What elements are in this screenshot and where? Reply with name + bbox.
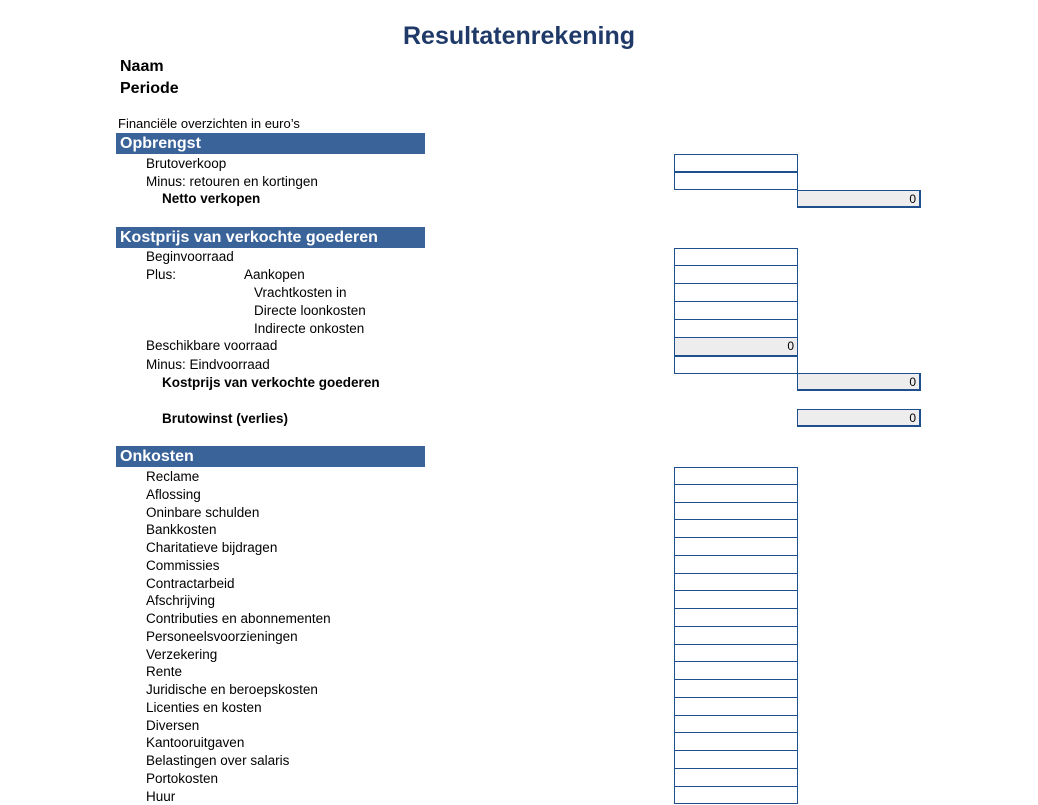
expense-input[interactable] <box>674 680 798 698</box>
page-title: Resultatenrekening <box>402 22 635 50</box>
expense-label: Charitatieve bijdragen <box>146 540 278 555</box>
expense-label: Contractarbeid <box>146 575 235 591</box>
expense-input[interactable] <box>674 645 798 663</box>
name-label: Naam <box>120 58 164 75</box>
expense-label: Kantooruitgaven <box>146 735 245 751</box>
input-direct-labor[interactable] <box>674 302 798 320</box>
value-gross-profit: 0 <box>797 409 921 427</box>
label-gross-profit: Brutowinst (verlies) <box>162 411 289 426</box>
expense-label: Diversen <box>146 717 200 733</box>
expense-input[interactable] <box>674 609 798 627</box>
expense-label: Reclame <box>146 469 200 484</box>
label-direct-labor: Directe loonkosten <box>254 303 366 318</box>
expense-input[interactable] <box>674 627 798 645</box>
input-returns[interactable] <box>674 172 798 190</box>
expense-input[interactable] <box>674 698 798 716</box>
expense-label: Licenties en kosten <box>146 699 262 715</box>
label-net-sales: Netto verkopen <box>162 191 261 206</box>
label-plus: Plus: <box>146 267 177 282</box>
value-net-sales: 0 <box>797 190 921 208</box>
expense-label: Huur <box>146 788 176 804</box>
subtitle: Financiële overzichten in euro’s <box>118 116 300 131</box>
period-label: Periode <box>120 80 179 97</box>
expense-label: Afschrijving <box>146 593 216 609</box>
expense-label: Portokosten <box>146 770 219 786</box>
label-end-inventory: Minus: Eindvoorraad <box>146 357 270 372</box>
expense-label: Juridische en beroepskosten <box>146 682 318 697</box>
value-cogs-total: 0 <box>797 373 921 391</box>
expense-input[interactable] <box>674 467 798 485</box>
label-indirect: Indirecte onkosten <box>254 321 365 336</box>
expense-label: Commissies <box>146 557 220 573</box>
expense-label: Bankkosten <box>146 522 217 538</box>
expense-input[interactable] <box>674 591 798 609</box>
expense-input[interactable] <box>674 538 798 556</box>
input-purchases[interactable] <box>674 266 798 284</box>
input-gross-sales[interactable] <box>674 154 798 172</box>
label-freight: Vrachtkosten in <box>254 285 347 300</box>
value-available: 0 <box>674 338 798 356</box>
expense-label: Contributies en abonnementen <box>146 611 331 626</box>
expense-label: Oninbare schulden <box>146 504 260 520</box>
label-available: Beschikbare voorraad <box>146 338 278 353</box>
expense-input[interactable] <box>674 769 798 787</box>
label-cogs-total: Kostprijs van verkochte goederen <box>162 375 380 390</box>
expense-input[interactable] <box>674 574 798 592</box>
expense-input[interactable] <box>674 787 798 805</box>
input-begin-inventory[interactable] <box>674 248 798 266</box>
expense-label: Personeelsvoorzieningen <box>146 628 298 644</box>
expense-input[interactable] <box>674 520 798 538</box>
label-purchases: Aankopen <box>244 267 305 282</box>
expense-input[interactable] <box>674 503 798 521</box>
expense-label: Verzekering <box>146 646 218 662</box>
section-header-cogs: Kostprijs van verkochte goederen <box>116 227 425 248</box>
input-freight[interactable] <box>674 284 798 302</box>
input-indirect[interactable] <box>674 320 798 338</box>
expense-label: Belastingen over salaris <box>146 753 290 768</box>
expense-input[interactable] <box>674 485 798 503</box>
section-header-revenue: Opbrengst <box>116 133 425 154</box>
expense-label: Aflossing <box>146 486 201 502</box>
section-header-expenses: Onkosten <box>116 446 425 467</box>
expense-input[interactable] <box>674 751 798 769</box>
input-end-inventory[interactable] <box>674 356 798 374</box>
expense-input[interactable] <box>674 733 798 751</box>
expense-input[interactable] <box>674 556 798 574</box>
label-returns: Minus: retouren en kortingen <box>146 174 318 189</box>
expense-label: Rente <box>146 664 183 680</box>
label-gross-sales: Brutoverkoop <box>146 156 227 171</box>
label-begin-inventory: Beginvoorraad <box>146 249 234 264</box>
expense-input[interactable] <box>674 662 798 680</box>
expense-input[interactable] <box>674 716 798 734</box>
